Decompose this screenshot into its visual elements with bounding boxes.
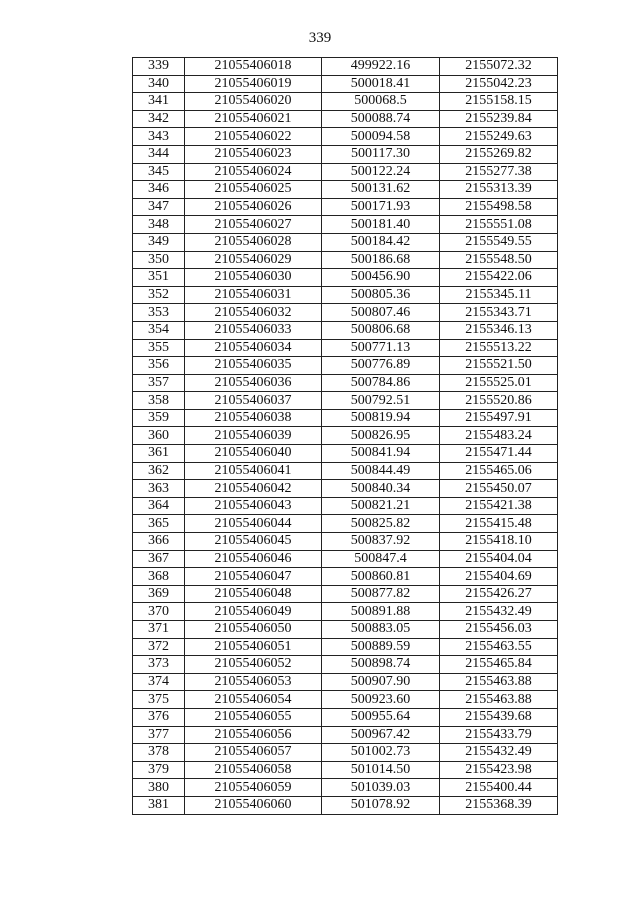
x-coordinate-cell: 500807.46 xyxy=(322,304,440,322)
point-id-cell: 21055406034 xyxy=(185,339,322,357)
x-coordinate-cell: 500837.92 xyxy=(322,533,440,551)
y-coordinate-cell: 2155404.69 xyxy=(440,568,558,586)
row-number-cell: 344 xyxy=(133,145,185,163)
row-number-cell: 364 xyxy=(133,497,185,515)
point-id-cell: 21055406055 xyxy=(185,708,322,726)
table-row xyxy=(133,58,558,76)
y-coordinate-cell: 2155498.58 xyxy=(440,198,558,216)
table-row xyxy=(133,744,558,762)
point-id-cell: 21055406032 xyxy=(185,304,322,322)
x-coordinate-cell: 500967.42 xyxy=(322,726,440,744)
y-coordinate-cell: 2155368.39 xyxy=(440,796,558,814)
x-coordinate-cell: 500094.58 xyxy=(322,128,440,146)
y-coordinate-cell: 2155426.27 xyxy=(440,585,558,603)
point-id-cell: 21055406040 xyxy=(185,445,322,463)
row-number-cell: 377 xyxy=(133,726,185,744)
table-row xyxy=(133,181,558,199)
table-row xyxy=(133,75,558,93)
point-id-cell: 21055406029 xyxy=(185,251,322,269)
point-id-cell: 21055406035 xyxy=(185,357,322,375)
point-id-cell: 21055406044 xyxy=(185,515,322,533)
x-coordinate-cell: 500171.93 xyxy=(322,198,440,216)
table-row xyxy=(133,550,558,568)
point-id-cell: 21055406019 xyxy=(185,75,322,93)
y-coordinate-cell: 2155521.50 xyxy=(440,357,558,375)
table-row xyxy=(133,497,558,515)
y-coordinate-cell: 2155439.68 xyxy=(440,708,558,726)
table-row xyxy=(133,761,558,779)
y-coordinate-cell: 2155042.23 xyxy=(440,75,558,93)
y-coordinate-cell: 2155513.22 xyxy=(440,339,558,357)
y-coordinate-cell: 2155549.55 xyxy=(440,233,558,251)
x-coordinate-cell: 500784.86 xyxy=(322,374,440,392)
point-id-cell: 21055406022 xyxy=(185,128,322,146)
row-number-cell: 381 xyxy=(133,796,185,814)
point-id-cell: 21055406051 xyxy=(185,638,322,656)
coordinates-table xyxy=(132,57,558,815)
y-coordinate-cell: 2155072.32 xyxy=(440,58,558,76)
point-id-cell: 21055406049 xyxy=(185,603,322,621)
row-number-cell: 372 xyxy=(133,638,185,656)
x-coordinate-cell: 500883.05 xyxy=(322,621,440,639)
point-id-cell: 21055406020 xyxy=(185,93,322,111)
row-number-cell: 358 xyxy=(133,392,185,410)
y-coordinate-cell: 2155400.44 xyxy=(440,779,558,797)
y-coordinate-cell: 2155456.03 xyxy=(440,621,558,639)
row-number-cell: 375 xyxy=(133,691,185,709)
x-coordinate-cell: 500117.30 xyxy=(322,145,440,163)
table-row xyxy=(133,480,558,498)
row-number-cell: 367 xyxy=(133,550,185,568)
x-coordinate-cell: 501078.92 xyxy=(322,796,440,814)
x-coordinate-cell: 500847.4 xyxy=(322,550,440,568)
y-coordinate-cell: 2155346.13 xyxy=(440,321,558,339)
x-coordinate-cell: 500771.13 xyxy=(322,339,440,357)
x-coordinate-cell: 500907.90 xyxy=(322,673,440,691)
x-coordinate-cell: 500122.24 xyxy=(322,163,440,181)
row-number-cell: 343 xyxy=(133,128,185,146)
table-row xyxy=(133,304,558,322)
row-number-cell: 369 xyxy=(133,585,185,603)
table-row xyxy=(133,691,558,709)
row-number-cell: 348 xyxy=(133,216,185,234)
table-row xyxy=(133,779,558,797)
y-coordinate-cell: 2155465.06 xyxy=(440,462,558,480)
point-id-cell: 21055406038 xyxy=(185,409,322,427)
x-coordinate-cell: 499922.16 xyxy=(322,58,440,76)
table-row xyxy=(133,269,558,287)
point-id-cell: 21055406026 xyxy=(185,198,322,216)
table-row xyxy=(133,621,558,639)
row-number-cell: 342 xyxy=(133,110,185,128)
table-row xyxy=(133,796,558,814)
point-id-cell: 21055406037 xyxy=(185,392,322,410)
x-coordinate-cell: 500891.88 xyxy=(322,603,440,621)
y-coordinate-cell: 2155404.04 xyxy=(440,550,558,568)
x-coordinate-cell: 500792.51 xyxy=(322,392,440,410)
point-id-cell: 21055406018 xyxy=(185,58,322,76)
x-coordinate-cell: 500826.95 xyxy=(322,427,440,445)
y-coordinate-cell: 2155450.07 xyxy=(440,480,558,498)
x-coordinate-cell: 500841.94 xyxy=(322,445,440,463)
y-coordinate-cell: 2155422.06 xyxy=(440,269,558,287)
y-coordinate-cell: 2155418.10 xyxy=(440,533,558,551)
point-id-cell: 21055406023 xyxy=(185,145,322,163)
row-number-cell: 371 xyxy=(133,621,185,639)
row-number-cell: 351 xyxy=(133,269,185,287)
y-coordinate-cell: 2155483.24 xyxy=(440,427,558,445)
row-number-cell: 368 xyxy=(133,568,185,586)
table-row xyxy=(133,708,558,726)
y-coordinate-cell: 2155463.88 xyxy=(440,673,558,691)
row-number-cell: 346 xyxy=(133,181,185,199)
row-number-cell: 373 xyxy=(133,656,185,674)
x-coordinate-cell: 500825.82 xyxy=(322,515,440,533)
y-coordinate-cell: 2155423.98 xyxy=(440,761,558,779)
row-number-cell: 349 xyxy=(133,233,185,251)
y-coordinate-cell: 2155525.01 xyxy=(440,374,558,392)
x-coordinate-cell: 500805.36 xyxy=(322,286,440,304)
y-coordinate-cell: 2155249.63 xyxy=(440,128,558,146)
row-number-cell: 341 xyxy=(133,93,185,111)
point-id-cell: 21055406052 xyxy=(185,656,322,674)
point-id-cell: 21055406053 xyxy=(185,673,322,691)
y-coordinate-cell: 2155239.84 xyxy=(440,110,558,128)
row-number-cell: 376 xyxy=(133,708,185,726)
row-number-cell: 356 xyxy=(133,357,185,375)
table-row xyxy=(133,568,558,586)
y-coordinate-cell: 2155471.44 xyxy=(440,445,558,463)
row-number-cell: 379 xyxy=(133,761,185,779)
y-coordinate-cell: 2155269.82 xyxy=(440,145,558,163)
x-coordinate-cell: 500181.40 xyxy=(322,216,440,234)
table-row xyxy=(133,638,558,656)
row-number-cell: 360 xyxy=(133,427,185,445)
row-number-cell: 366 xyxy=(133,533,185,551)
table-row xyxy=(133,216,558,234)
y-coordinate-cell: 2155463.55 xyxy=(440,638,558,656)
row-number-cell: 347 xyxy=(133,198,185,216)
page-number: 339 xyxy=(308,30,332,46)
point-id-cell: 21055406024 xyxy=(185,163,322,181)
table-row xyxy=(133,93,558,111)
y-coordinate-cell: 2155343.71 xyxy=(440,304,558,322)
x-coordinate-cell: 501002.73 xyxy=(322,744,440,762)
row-number-cell: 362 xyxy=(133,462,185,480)
row-number-cell: 357 xyxy=(133,374,185,392)
x-coordinate-cell: 500889.59 xyxy=(322,638,440,656)
x-coordinate-cell: 500088.74 xyxy=(322,110,440,128)
x-coordinate-cell: 500018.41 xyxy=(322,75,440,93)
row-number-cell: 374 xyxy=(133,673,185,691)
x-coordinate-cell: 500840.34 xyxy=(322,480,440,498)
x-coordinate-cell: 500776.89 xyxy=(322,357,440,375)
point-id-cell: 21055406025 xyxy=(185,181,322,199)
table-row xyxy=(133,533,558,551)
point-id-cell: 21055406031 xyxy=(185,286,322,304)
table-row xyxy=(133,656,558,674)
row-number-cell: 361 xyxy=(133,445,185,463)
x-coordinate-cell: 500186.68 xyxy=(322,251,440,269)
x-coordinate-cell: 500821.21 xyxy=(322,497,440,515)
table-row xyxy=(133,128,558,146)
x-coordinate-cell: 500456.90 xyxy=(322,269,440,287)
point-id-cell: 21055406043 xyxy=(185,497,322,515)
table-row xyxy=(133,673,558,691)
point-id-cell: 21055406033 xyxy=(185,321,322,339)
table-row xyxy=(133,233,558,251)
point-id-cell: 21055406048 xyxy=(185,585,322,603)
table-row xyxy=(133,198,558,216)
row-number-cell: 359 xyxy=(133,409,185,427)
row-number-cell: 363 xyxy=(133,480,185,498)
point-id-cell: 21055406059 xyxy=(185,779,322,797)
coordinates-table-body xyxy=(133,58,558,815)
table-row xyxy=(133,145,558,163)
point-id-cell: 21055406057 xyxy=(185,744,322,762)
x-coordinate-cell: 500819.94 xyxy=(322,409,440,427)
point-id-cell: 21055406050 xyxy=(185,621,322,639)
y-coordinate-cell: 2155432.49 xyxy=(440,603,558,621)
y-coordinate-cell: 2155313.39 xyxy=(440,181,558,199)
x-coordinate-cell: 500860.81 xyxy=(322,568,440,586)
row-number-cell: 378 xyxy=(133,744,185,762)
table-row xyxy=(133,357,558,375)
x-coordinate-cell: 501014.50 xyxy=(322,761,440,779)
point-id-cell: 21055406046 xyxy=(185,550,322,568)
point-id-cell: 21055406027 xyxy=(185,216,322,234)
x-coordinate-cell: 500898.74 xyxy=(322,656,440,674)
point-id-cell: 21055406021 xyxy=(185,110,322,128)
table-row xyxy=(133,585,558,603)
y-coordinate-cell: 2155432.49 xyxy=(440,744,558,762)
table-row xyxy=(133,374,558,392)
point-id-cell: 21055406060 xyxy=(185,796,322,814)
x-coordinate-cell: 500131.62 xyxy=(322,181,440,199)
row-number-cell: 340 xyxy=(133,75,185,93)
table-row xyxy=(133,392,558,410)
y-coordinate-cell: 2155433.79 xyxy=(440,726,558,744)
table-row xyxy=(133,462,558,480)
row-number-cell: 365 xyxy=(133,515,185,533)
table-row xyxy=(133,603,558,621)
y-coordinate-cell: 2155277.38 xyxy=(440,163,558,181)
row-number-cell: 352 xyxy=(133,286,185,304)
x-coordinate-cell: 500955.64 xyxy=(322,708,440,726)
x-coordinate-cell: 500806.68 xyxy=(322,321,440,339)
y-coordinate-cell: 2155520.86 xyxy=(440,392,558,410)
point-id-cell: 21055406030 xyxy=(185,269,322,287)
table-row xyxy=(133,427,558,445)
x-coordinate-cell: 500184.42 xyxy=(322,233,440,251)
point-id-cell: 21055406045 xyxy=(185,533,322,551)
y-coordinate-cell: 2155551.08 xyxy=(440,216,558,234)
table-row xyxy=(133,251,558,269)
x-coordinate-cell: 500877.82 xyxy=(322,585,440,603)
y-coordinate-cell: 2155497.91 xyxy=(440,409,558,427)
table-row xyxy=(133,445,558,463)
y-coordinate-cell: 2155548.50 xyxy=(440,251,558,269)
point-id-cell: 21055406056 xyxy=(185,726,322,744)
point-id-cell: 21055406047 xyxy=(185,568,322,586)
row-number-cell: 355 xyxy=(133,339,185,357)
y-coordinate-cell: 2155421.38 xyxy=(440,497,558,515)
point-id-cell: 21055406054 xyxy=(185,691,322,709)
table-row xyxy=(133,286,558,304)
x-coordinate-cell: 500068.5 xyxy=(322,93,440,111)
y-coordinate-cell: 2155415.48 xyxy=(440,515,558,533)
table-row xyxy=(133,321,558,339)
point-id-cell: 21055406041 xyxy=(185,462,322,480)
table-row xyxy=(133,515,558,533)
x-coordinate-cell: 500923.60 xyxy=(322,691,440,709)
point-id-cell: 21055406042 xyxy=(185,480,322,498)
row-number-cell: 345 xyxy=(133,163,185,181)
row-number-cell: 353 xyxy=(133,304,185,322)
y-coordinate-cell: 2155465.84 xyxy=(440,656,558,674)
point-id-cell: 21055406058 xyxy=(185,761,322,779)
row-number-cell: 350 xyxy=(133,251,185,269)
x-coordinate-cell: 501039.03 xyxy=(322,779,440,797)
table-row xyxy=(133,409,558,427)
point-id-cell: 21055406039 xyxy=(185,427,322,445)
table-row xyxy=(133,726,558,744)
row-number-cell: 370 xyxy=(133,603,185,621)
table-row xyxy=(133,163,558,181)
row-number-cell: 354 xyxy=(133,321,185,339)
row-number-cell: 339 xyxy=(133,58,185,76)
row-number-cell: 380 xyxy=(133,779,185,797)
table-row xyxy=(133,339,558,357)
y-coordinate-cell: 2155463.88 xyxy=(440,691,558,709)
point-id-cell: 21055406028 xyxy=(185,233,322,251)
table-row xyxy=(133,110,558,128)
x-coordinate-cell: 500844.49 xyxy=(322,462,440,480)
point-id-cell: 21055406036 xyxy=(185,374,322,392)
y-coordinate-cell: 2155345.11 xyxy=(440,286,558,304)
y-coordinate-cell: 2155158.15 xyxy=(440,93,558,111)
